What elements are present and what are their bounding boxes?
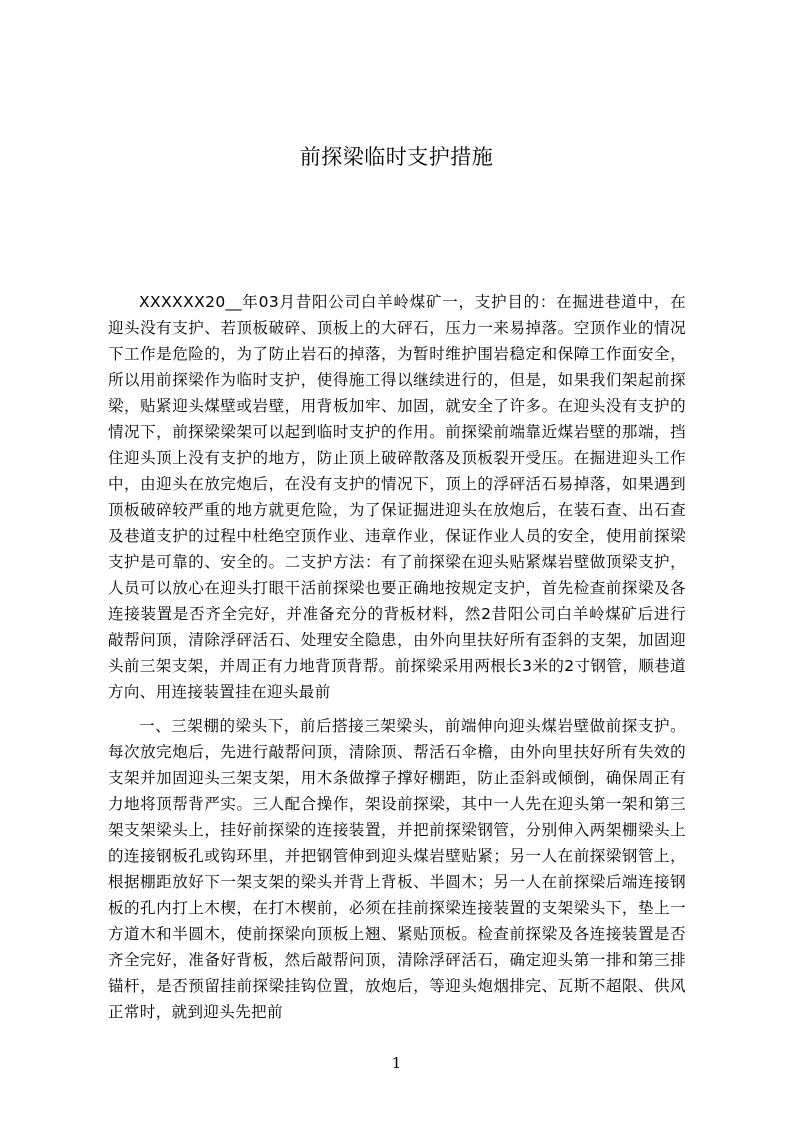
document-title: 前探梁临时支护措施 bbox=[299, 145, 494, 169]
body-paragraph-2: 一、三架棚的梁头下，前后搭接三架梁头，前端伸向迎头煤岩壁做前探支护。每次放完炮后，先进行敲帮问顶，清除顶、帮活石伞檐，由外向里扶好所有失效的支架并加固迎头三架支架，用木条做撑子撑好棚距，防止歪斜或倾倒，确保周正有力地将顶帮背严实。三人配合操作，架设前探梁，其中一人先在迎头第一架和第三架支架梁头上，挂好前探梁的连接装置，并把前探梁钢管，分别伸入两架棚梁头上的连接钢板孔或钩环里，并把钢管伸到迎头煤岩壁贴紧；另一人在前探梁钢管上，根据棚距放好下一架支架的梁头并背上背板、半圆木；另一人在前探梁后端连接钢板的孔内打上木楔，在打木楔前，必须在挂前探梁连接装置的支架梁头下，垫上一方道木和半圆木，使前探梁向顶板上翘、紧贴顶板。检查前探梁及各连接装置是否齐全完好，准备好背板，然后敲帮问顶，清除浮砰活石，确定迎头第一排和第三排锚杆，是否预留挂前探梁挂钩位置，放炮后，等迎头炮烟排完、瓦斯不超限、供风正常时，就到迎头先把前 bbox=[108, 717, 686, 1021]
page-number: 1 bbox=[391, 1054, 402, 1072]
body-paragraph-1: XXXXXX20__年03月昔阳公司白羊岭煤矿一，支护目的：在掘进巷道中，在迎头没有支护、若顶板破碎、顶板上的大砰石，压力一来易掉落。空顶作业的情况下工作是危险的，为了防止岩石的掉落，为暂时维护围岩稳定和保障工作面安全，所以用前探梁作为临时支护，使得施工得以继续进行的，但是，如果我们架起前探梁，贴紧迎头煤壁或岩壁，用背板加牢、加固，就安全了许多。在迎头没有支护的情况下，前探梁梁架可以起到临时支护的作用。前探梁前端靠近煤岩壁的那端，挡住迎头顶上没有支护的地方，防止顶上破碎散落及顶板裂开受压。在掘进迎头工作中，由迎头在放完炮后，在没有支护的情况下，顶上的浮砰活石易掉落，如果遇到顶板破碎较严重的地方就更危险，为了保证掘进迎头在放炮后，在装石查、出石查及巷道支护的过程中杜绝空顶作业、违章作业，保证作业人员的安全，使用前探梁支护是可靠的、安全的。二支护方法：有了前探梁在迎头贴紧煤岩壁做顶梁支护，人员可以放心在迎头打眼干活前探梁也要正确地按规定支护，首先检查前探梁及各连接装置是否齐全完好，并准备充分的背板材料，然2昔阳公司白羊岭煤矿后进行敲帮问顶，清除浮砰活石、处理安全隐患，由外向里扶好所有歪斜的支架，加固迎头前三架支架，并周正有力地背顶背帮。前探梁采用两根长3米的2寸钢管，顺巷道方向、用连接装置挂在迎头最前 bbox=[108, 293, 686, 701]
